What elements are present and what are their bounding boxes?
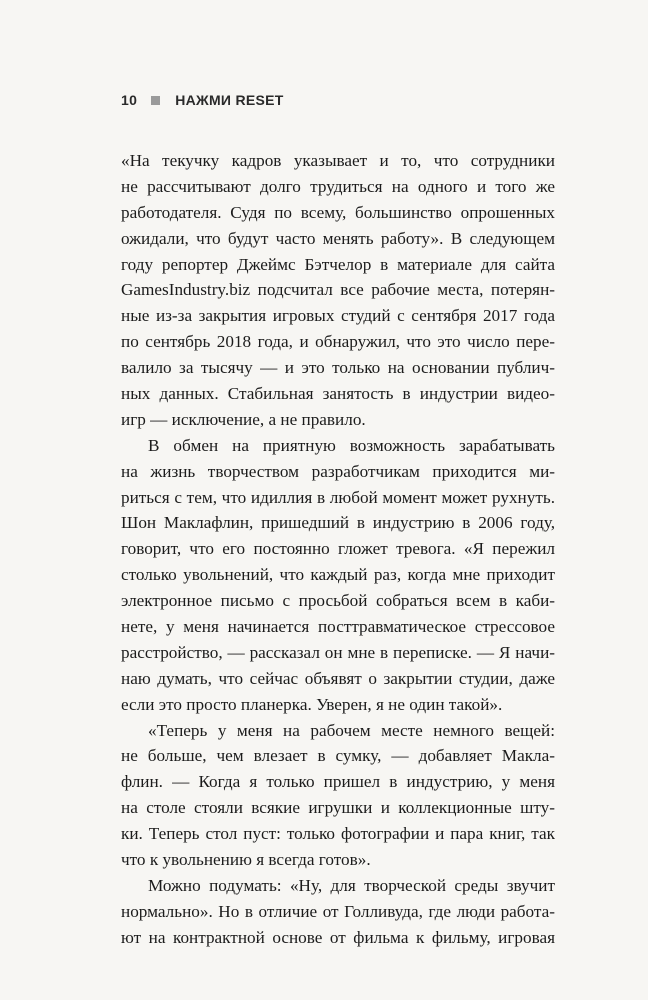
text-line: риться с тем, что идиллия в любой момент может рухнуть.	[121, 487, 555, 507]
text-line: GamesIndustry.biz подсчитал все рабочие места, потерян-	[121, 280, 555, 300]
text-line: столько увольнений, что каждый раз, когда мне приходит	[121, 565, 555, 585]
text-line: говорит, что его постоянно гложет тревога. «Я пережил	[121, 539, 555, 559]
page-number: 10	[121, 92, 138, 108]
book-title: НАЖМИ RESET	[175, 92, 284, 108]
text-line: игр — исключение, а не правило.	[121, 409, 366, 429]
text-line: Можно подумать: «Ну, для творческой среды звучит	[148, 875, 555, 895]
text-line: флин. — Когда я только пришел в индустрию, у меня	[121, 772, 555, 792]
text-line: Шон Маклафлин, пришедший в индустрию в 2006 году,	[121, 513, 555, 533]
text-line: что к увольнению я всегда готов».	[121, 850, 371, 870]
text-line: году репортер Джеймс Бэтчелор в материале для сайта	[121, 254, 555, 274]
text-line: на столе стояли всякие игрушки и коллекционные шту-	[121, 798, 555, 818]
text-line: по сентябрь 2018 года, и обнаружил, что это число пере-	[121, 332, 555, 352]
text-line: валило за тысячу — и это только на основании публич-	[121, 358, 555, 378]
text-line: «На текучку кадров указывает и то, что сотрудники	[121, 151, 555, 170]
text-line: нормально». Но в отличие от Голливуда, где люди работа-	[121, 901, 555, 921]
text-line: электронное письмо с просьбой собраться всем в каби-	[121, 591, 555, 611]
header-separator-square	[151, 96, 160, 105]
text-line: ных данных. Стабильная занятость в индустрии видео-	[121, 384, 555, 404]
paragraph	[121, 148, 555, 433]
text-line: на жизнь творчеством разработчикам приходится ми-	[121, 461, 555, 481]
paragraph	[121, 873, 555, 951]
body-text	[121, 148, 555, 951]
text-line: не рассчитывают долго трудиться на одного и того же	[121, 176, 555, 196]
paragraph	[121, 718, 555, 873]
text-line: нете, у меня начинается посттравматическое стрессовое	[121, 617, 555, 637]
text-line: не больше, чем влезает в сумку, — добавляет Макла-	[121, 746, 555, 766]
paragraph	[121, 433, 555, 718]
text-line: ки. Теперь стол пуст: только фотографии и пара книг, так	[121, 824, 555, 844]
text-line: «Теперь у меня на рабочем месте немного вещей:	[148, 720, 555, 740]
text-line: ные из-за закрытия игровых студий с сентября 2017 года	[121, 306, 555, 326]
text-line: ожидали, что будут часто менять работу». В следующем	[121, 228, 555, 248]
text-line: В обмен на приятную возможность зарабатывать	[148, 435, 555, 455]
text-line: наю думать, что сейчас объявят о закрытии студии, даже	[121, 668, 555, 688]
text-line: работодателя. Судя по всему, большинство опрошенных	[121, 202, 555, 222]
text-line: ют на контрактной основе от фильма к фильму, игровая	[121, 927, 555, 947]
text-line: расстройство, — рассказал он мне в переписке. — Я начи-	[121, 642, 555, 662]
text-line: если это просто планерка. Уверен, я не один такой».	[121, 694, 503, 714]
running-header	[121, 92, 284, 108]
